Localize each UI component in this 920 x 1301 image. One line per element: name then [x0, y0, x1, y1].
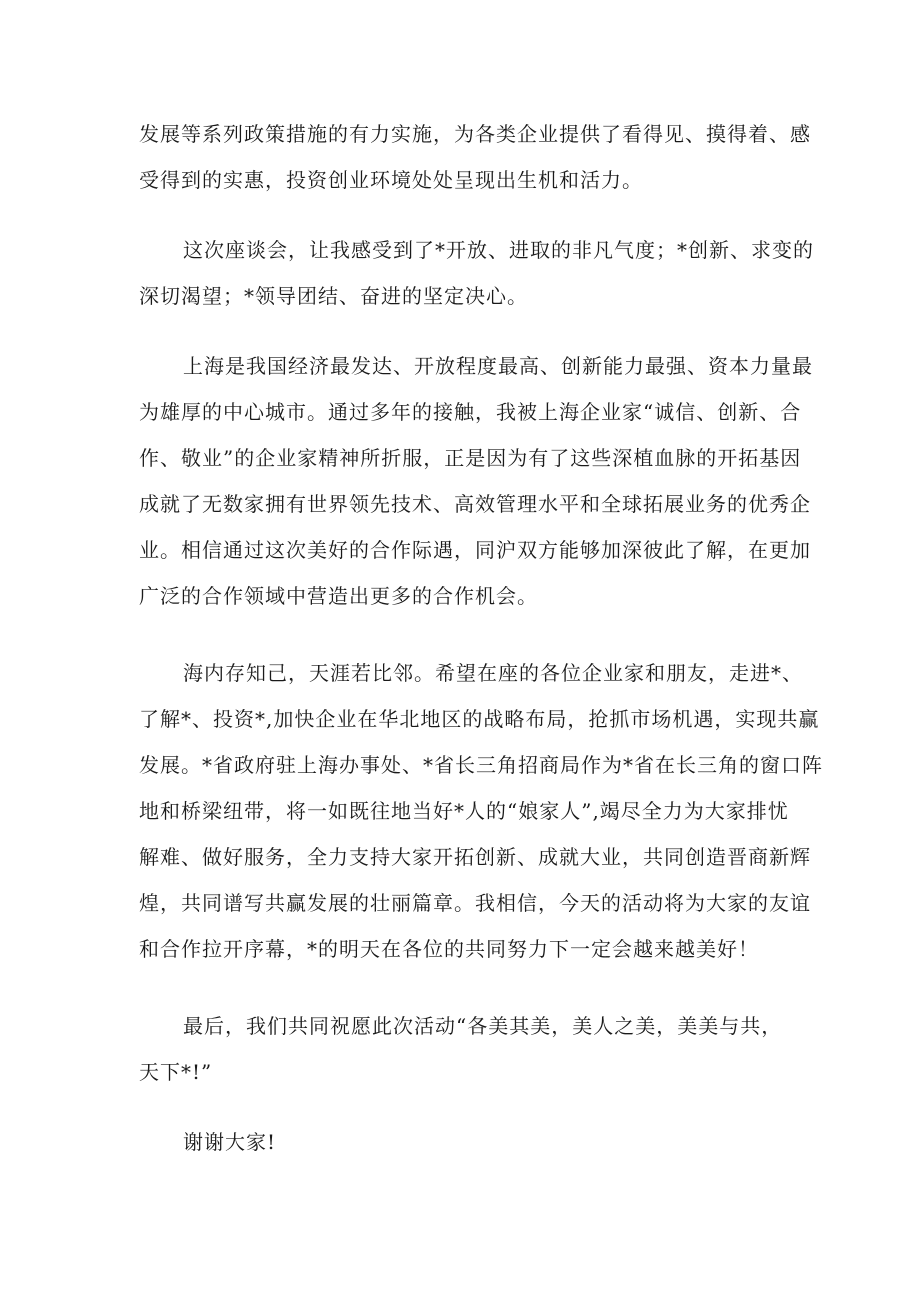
text-line: 成就了无数家拥有世界领先技术、高效管理水平和全球拓展业务的优秀企: [139, 492, 811, 516]
text-line: 解难、做好服务，全力支持大家开拓创新、成就大业，共同创造晋商新辉: [139, 845, 811, 869]
paragraph-thanks: [139, 1119, 789, 1165]
text-line: 作、敬业”的企业家精神所折服，正是因为有了这些深植血脉的开拓基因: [139, 446, 802, 470]
text-line: 地和桥梁纽带，将一如既往地当好*人的“娘家人”,竭尽全力为大家排忧: [139, 799, 789, 823]
text-line: 受得到的实惠，投资创业环境处处呈现出生机和活力。: [139, 168, 643, 192]
text-line: 业。相信通过这次美好的合作际遇，同沪双方能够加深彼此了解，在更加: [139, 538, 811, 562]
paragraph-shanghai-entrepreneurs: [139, 343, 813, 619]
paragraph-policy-benefits: [139, 111, 811, 203]
text-line: 为雄厚的中心城市。通过多年的接触，我被上海企业家“诚信、创新、合: [139, 400, 802, 424]
text-line: 了解*、投资*,加快企业在华北地区的战略布局，抢抓市场机遇，实现共赢: [139, 707, 820, 731]
text-line: 天下*!”: [139, 1060, 213, 1084]
text-line: 和合作拉开序幕，*的明天在各位的共同努力下一定会越来越美好！: [139, 937, 759, 961]
text-line: 发展。*省政府驻上海办事处、*省长三角招商局作为*省在长三角的窗口阵: [139, 753, 823, 777]
text-line: 深切渴望；*领导团结、奋进的坚定决心。: [139, 284, 528, 308]
paragraph-invitation: [139, 650, 823, 972]
text-line: 谢谢大家!: [183, 1130, 277, 1154]
paragraph-closing-wishes: [139, 1003, 789, 1095]
text-line: 发展等系列政策措施的有力实施，为各类企业提供了看得见、摸得着、感: [139, 122, 811, 146]
text-line: 煌，共同谱写共赢发展的壮丽篇章。我相信，今天的活动将为大家的友谊: [139, 891, 811, 915]
text-line: 上海是我国经济最发达、开放程度最高、创新能力最强、资本力量最: [183, 354, 813, 378]
text-line: 最后，我们共同祝愿此次活动“各美其美，美人之美，美美与共，: [183, 1014, 783, 1038]
text-line: 海内存知己，天涯若比邻。希望在座的各位企业家和朋友，走进*、: [183, 661, 803, 685]
text-line: 广泛的合作领域中营造出更多的合作机会。: [139, 584, 538, 608]
text-line: 这次座谈会，让我感受到了*开放、进取的非凡气度；*创新、求变的: [183, 238, 814, 262]
paragraph-symposium-impressions: [139, 227, 814, 319]
